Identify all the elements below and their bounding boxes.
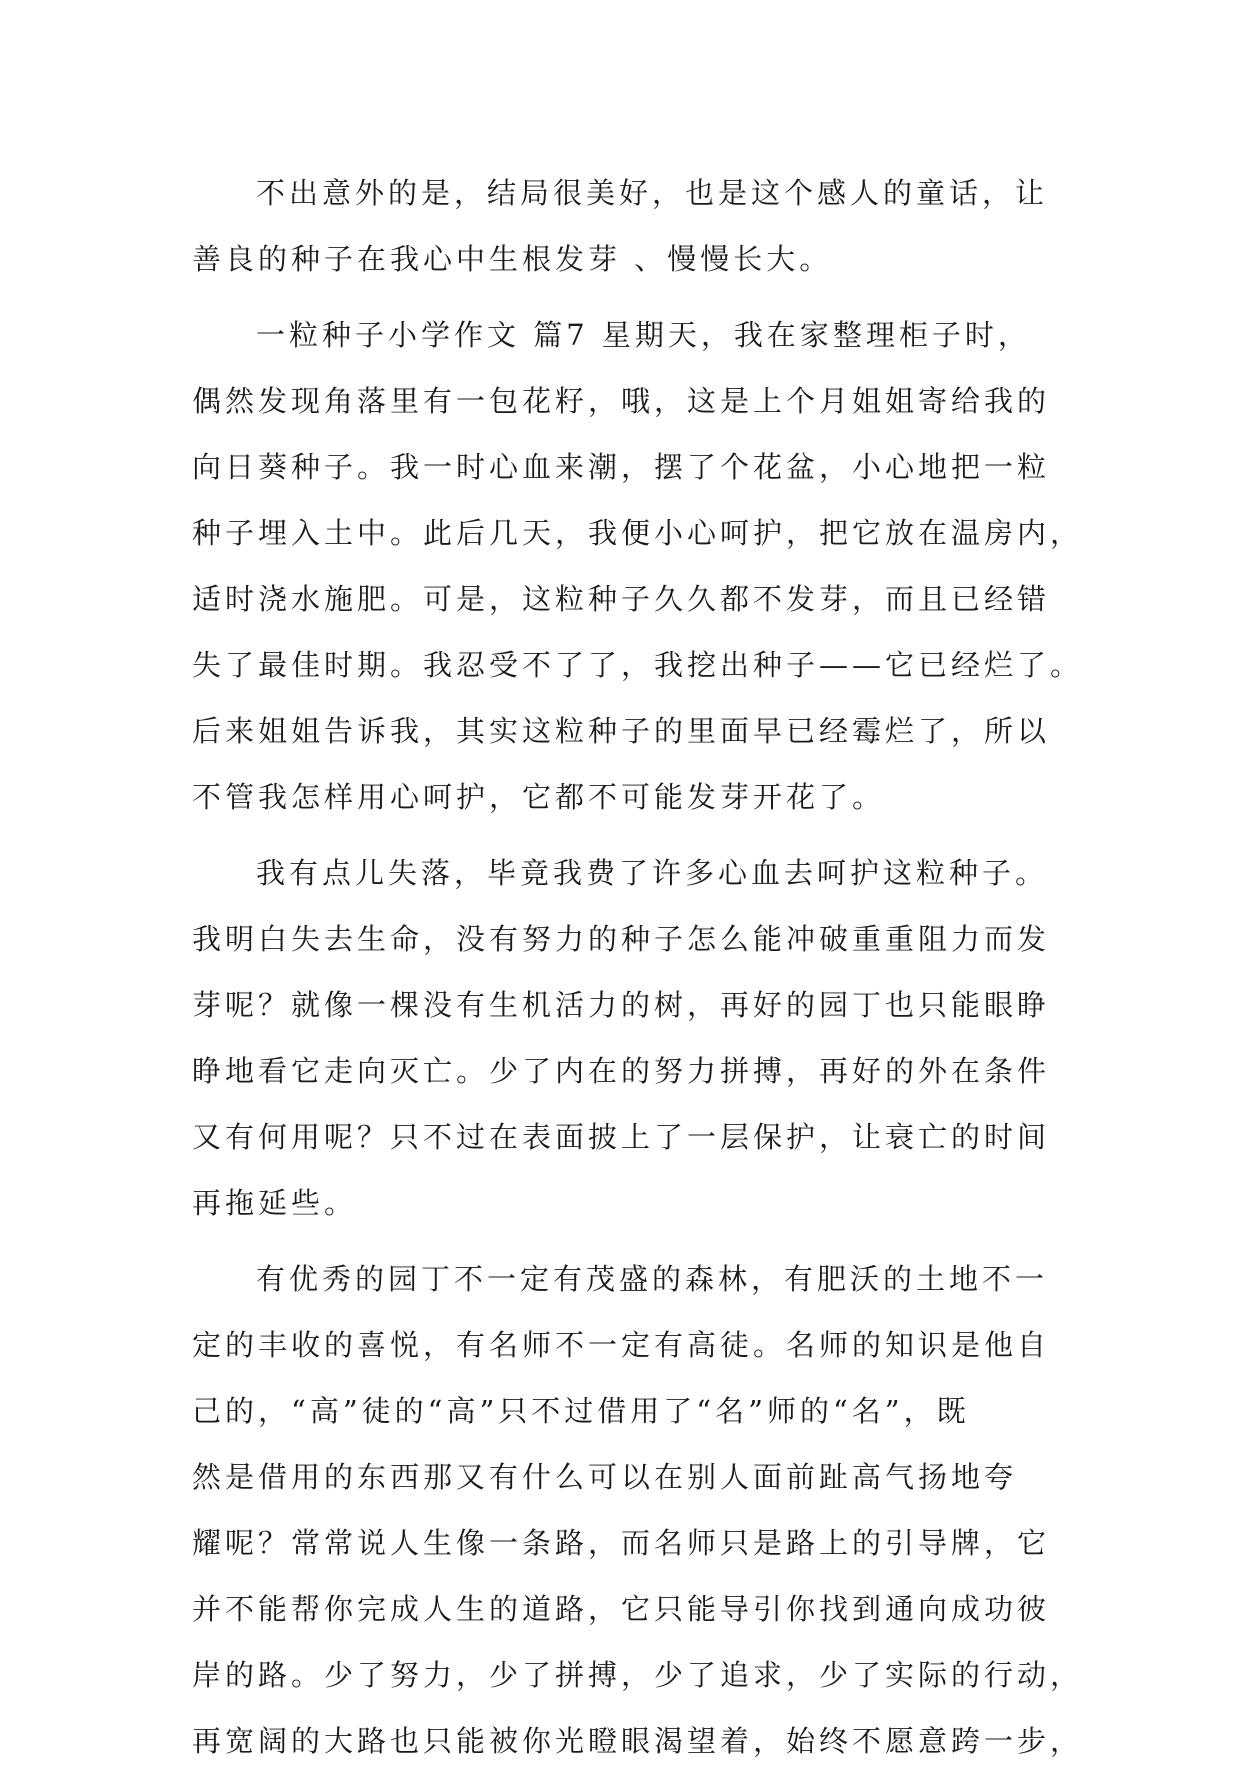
text-line: 定的丰收的喜悦，有名师不一定有高徒。名师的知识是他自: [192, 1328, 1051, 1362]
text-line: 又有何用呢？只不过在表面披上了一层保护，让衰亡的时间: [192, 1120, 1051, 1154]
text-line: 不出意外的是，结局很美好，也是这个感人的童话，让: [256, 176, 1049, 210]
document-body: [192, 160, 1092, 1774]
text-line: 适时浇水施肥。可是，这粒种子久久都不发芽，而且已经错: [192, 582, 1051, 616]
text-line: 然是借用的东西那又有什么可以在别人面前趾高气扬地夸: [192, 1460, 1018, 1494]
text-line: 再宽阔的大路也只能被你光瞪眼渴望着，始终不愿意跨一步，: [192, 1724, 1084, 1758]
text-line: 种子埋入土中。此后几天，我便小心呵护，把它放在温房内，: [192, 516, 1084, 550]
text-line: 有优秀的园丁不一定有茂盛的森林，有肥沃的土地不一: [256, 1262, 1049, 1296]
text-line: 一粒种子小学作文 篇7 星期天，我在家整理柜子时，: [256, 318, 1031, 352]
text-line: 并不能帮你完成人生的道路，它只能导引你找到通向成功彼: [192, 1592, 1051, 1626]
text-line: 耀呢？常常说人生像一条路，而名师只是路上的引导牌，它: [192, 1526, 1051, 1560]
text-line: 再拖延些。: [192, 1186, 358, 1220]
text-line: 向日葵种子。我一时心血来潮，摆了个花盆，小心地把一粒: [192, 450, 1051, 484]
text-line: 岸的路。少了努力，少了拼搏，少了追求，少了实际的行动，: [192, 1658, 1084, 1692]
text-line: 不管我怎样用心呵护，它都不可能发芽开花了。: [192, 780, 886, 814]
text-line: 睁地看它走向灭亡。少了内在的努力拼搏，再好的外在条件: [192, 1054, 1051, 1088]
text-line: 芽呢？就像一棵没有生机活力的树，再好的园丁也只能眼睁: [192, 988, 1051, 1022]
text-line: 善良的种子在我心中生根发芽 、慢慢长大。: [192, 242, 833, 276]
text-line: 失了最佳时期。我忍受不了了，我挖出种子——它已经烂了。: [192, 648, 1084, 682]
text-line: 己的，“高”徒的“高”只不过借用了“名”师的“名”，既: [192, 1394, 970, 1428]
text-line: 我有点儿失落，毕竟我费了许多心血去呵护这粒种子。: [256, 856, 1049, 890]
text-line: 后来姐姐告诉我，其实这粒种子的里面早已经霉烂了，所以: [192, 714, 1051, 748]
text-line: 我明白失去生命，没有努力的种子怎么能冲破重重阻力而发: [192, 922, 1051, 956]
text-line: 偶然发现角落里有一包花籽，哦，这是上个月姐姐寄给我的: [192, 384, 1051, 418]
